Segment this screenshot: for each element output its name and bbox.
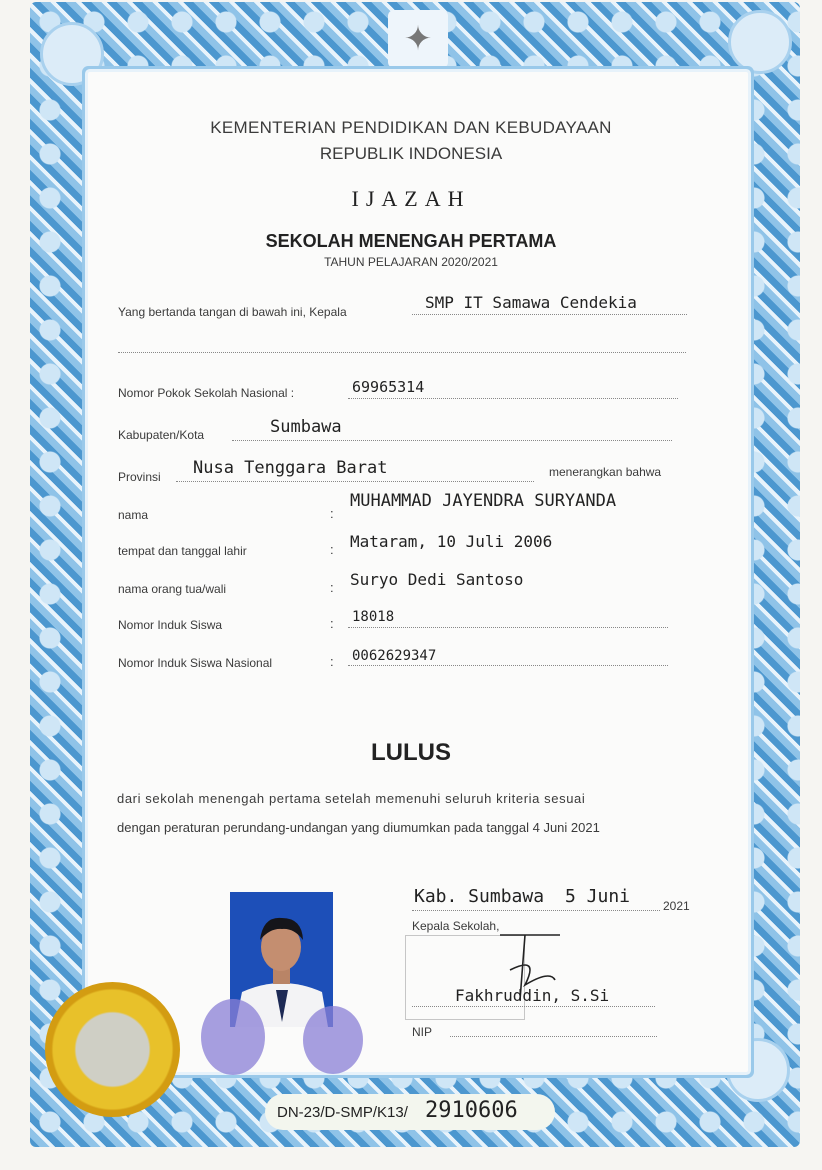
serial-prefix: DN-23/D-SMP/K13/ [277,1104,408,1121]
nis-label: Nomor Induk Siswa [118,618,223,632]
signer-label: Yang bertanda tangan di bawah ini, Kepala [118,305,347,319]
academic-year: TAHUN PELAJARAN 2020/2021 [324,255,498,269]
npsn-label: Nomor Pokok Sekolah Nasional : [118,386,295,400]
fingerprint-marks [198,995,373,1075]
ttl-label: tempat dan tanggal lahir [118,544,247,558]
kabupaten-label: Kabupaten/Kota [118,428,205,442]
colon: : [330,654,334,669]
student-name: MUHAMMAD JAYENDRA SURYANDA [350,491,617,511]
ministry-name: KEMENTERIAN PENDIDIKAN DAN KEBUDAYAAN [210,118,612,137]
republic-name: REPUBLIK INDONESIA [319,144,503,163]
corner-ornament [728,10,792,74]
headmaster-title: Kepala Sekolah, [412,919,500,933]
provinsi-label: Provinsi [118,470,161,484]
ortu-label: nama orang tua/wali [118,582,227,596]
graduation-status: LULUS [371,739,451,766]
birth-place-date: Mataram, 10 Juli 2006 [350,532,553,551]
document-title: IJAZAH [351,186,471,211]
parent-name: Suryo Dedi Santoso [350,570,524,589]
nisn-label: Nomor Induk Siswa Nasional [118,656,273,670]
colon: : [330,542,334,557]
nis-value: 18018 [352,609,395,625]
nip-label: NIP [412,1025,433,1039]
kabupaten-value: Sumbawa [270,417,342,437]
gold-seal [45,982,180,1117]
garuda-emblem-icon: ✦ [388,10,448,68]
headmaster-name: Fakhruddin, S.Si [455,986,610,1005]
result-text-line2: dengan peraturan perundang-undangan yang diumumkan pada tanggal 4 Juni 2021 [117,820,600,835]
nisn-value: 0062629347 [352,648,437,664]
signature-place: Kab. Sumbawa [414,886,545,907]
signature-date: 5 Juni [565,886,631,907]
serial-number: 2910606 [425,1098,518,1123]
nama-label: nama [118,508,149,522]
school-name: SMP IT Samawa Cendekia [425,293,637,312]
colon: : [330,616,334,631]
provinsi-value: Nusa Tenggara Barat [193,458,388,478]
menerangkan-text: menerangkan bahwa [549,465,662,479]
result-text-line1: dari sekolah menengah pertama setelah memenuhi seluruh kriteria sesuai [117,791,586,806]
npsn-value: 69965314 [352,378,425,396]
school-level: SEKOLAH MENENGAH PERTAMA [265,231,557,251]
colon: : [330,580,334,595]
signature-year: 2021 [663,899,690,913]
colon: : [330,506,334,521]
